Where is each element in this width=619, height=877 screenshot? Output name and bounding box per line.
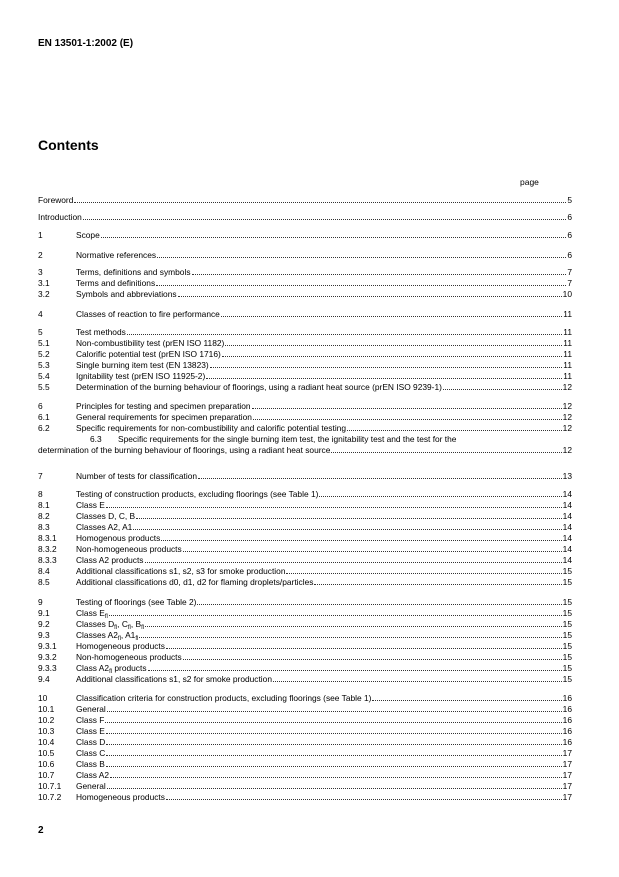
toc-entry-title: Introduction xyxy=(38,212,82,222)
leader-dots xyxy=(252,401,562,409)
leader-dots xyxy=(106,726,562,734)
toc-entry[interactable] xyxy=(38,770,572,781)
toc-entry[interactable] xyxy=(38,278,572,289)
toc-entry-page: 17 xyxy=(562,759,572,769)
toc-entry-number: 5.1 xyxy=(38,338,50,348)
toc-entry[interactable] xyxy=(38,630,572,641)
toc-entry-number: 10.2 xyxy=(38,715,55,725)
toc-entry-line1 xyxy=(90,434,456,445)
toc-entry-page: 15 xyxy=(562,577,572,587)
toc-entry-page: 15 xyxy=(562,652,572,662)
toc-entry[interactable] xyxy=(38,544,572,555)
leader-dots xyxy=(145,619,562,627)
toc-entry-line2 xyxy=(38,445,572,456)
leader-dots xyxy=(183,544,562,552)
toc-entry-title: Determination of the burning behaviour of floorings, using a radiant heat source (prEN ISO 9239-1) xyxy=(76,382,442,392)
toc-entry-title: Foreword xyxy=(38,195,74,205)
toc-entry-number: 5.5 xyxy=(38,382,50,392)
toc-entry-page: 10 xyxy=(562,289,572,299)
leader-dots xyxy=(83,212,567,220)
leader-dots xyxy=(253,412,562,420)
toc-entry-number: 9.3.2 xyxy=(38,652,57,662)
toc-entry-number: 9.3.3 xyxy=(38,663,57,673)
toc-entry[interactable] xyxy=(38,577,572,588)
toc-entry-title: Scope xyxy=(76,230,100,240)
toc-entry-page: 12 xyxy=(562,423,572,433)
subscript: fl xyxy=(117,636,121,642)
subscript: fl xyxy=(127,625,131,631)
toc-entry-title: Class D xyxy=(76,737,106,747)
toc-entry-number: 9.3 xyxy=(38,630,50,640)
toc-entry[interactable] xyxy=(38,608,572,619)
toc-entry-page: 17 xyxy=(562,748,572,758)
toc-entry-title: General xyxy=(76,704,106,714)
toc-entry-number: 8.3.1 xyxy=(38,533,57,543)
toc-entry[interactable] xyxy=(38,704,572,715)
toc-entry-page: 17 xyxy=(562,792,572,802)
toc-entry-title: Number of tests for classification xyxy=(76,471,198,481)
leader-dots xyxy=(166,641,562,649)
toc-entry-number: 10.7 xyxy=(38,770,55,780)
subscript: fl xyxy=(104,614,108,620)
toc-entry-page: 6 xyxy=(567,230,572,240)
leader-dots xyxy=(314,577,561,585)
leader-dots xyxy=(106,759,562,767)
toc-entry-page: 16 xyxy=(562,726,572,736)
toc-entry-page: 6 xyxy=(567,250,572,260)
toc-entry[interactable] xyxy=(38,471,572,482)
toc-entry[interactable] xyxy=(38,674,572,685)
toc-entry-number: 6.2 xyxy=(38,423,50,433)
toc-entry-title: Classes $A2_{fl}$, $A1_{fl}$ xyxy=(76,630,139,642)
leader-dots xyxy=(139,630,561,638)
toc-entry[interactable] xyxy=(38,693,572,704)
toc-entry-number: 6.3 xyxy=(90,434,102,444)
leader-dots xyxy=(192,267,567,275)
toc-entry-number: 8.3.2 xyxy=(38,544,57,554)
toc-entry[interactable] xyxy=(38,289,572,300)
toc-entry-page: 14 xyxy=(562,555,572,565)
toc-entry-page: 11 xyxy=(563,309,572,319)
leader-dots xyxy=(161,533,561,541)
toc-entry-title: Non-homogeneous products xyxy=(76,652,182,662)
leader-dots xyxy=(198,471,562,479)
toc-entry-title: Classes A2, A1 xyxy=(76,522,133,532)
toc-entry[interactable] xyxy=(38,327,572,338)
toc-entry[interactable] xyxy=(38,489,572,500)
toc-entry-title: General requirements for specimen preparation xyxy=(76,412,252,422)
toc-entry-title: Class E xyxy=(76,726,105,736)
subscript: fl xyxy=(135,636,139,642)
leader-dots xyxy=(106,500,562,508)
subscript: fl xyxy=(114,625,118,631)
toc-entry-number: 9.2 xyxy=(38,619,50,629)
toc-entry[interactable] xyxy=(38,371,572,382)
toc-entry-title: Single burning item test (EN 13823) xyxy=(76,360,209,370)
toc-entry-title: Normative references xyxy=(76,250,157,260)
toc-entry-number: 9 xyxy=(38,597,43,607)
toc-entry[interactable] xyxy=(38,792,572,803)
leader-dots xyxy=(107,704,562,712)
toc-entry-title: Testing of floorings (see Table 2) xyxy=(76,597,197,607)
leader-dots xyxy=(178,289,562,297)
toc-entry-title: Classes of reaction to fire performance xyxy=(76,309,220,319)
toc-entry-title: Classification criteria for construction products, excluding floorings (see Table 1) xyxy=(76,693,372,703)
toc-entry-number: 10.3 xyxy=(38,726,55,736)
leader-dots xyxy=(225,338,562,346)
toc-entry-title: Homogenous products xyxy=(76,533,161,543)
toc-entry-title: Additional classifications s1, s2 for smoke production xyxy=(76,674,272,684)
leader-dots xyxy=(443,382,562,390)
toc-entry-page: 13 xyxy=(562,471,572,481)
leader-dots xyxy=(183,652,562,660)
toc-entry-number: 10.7.1 xyxy=(38,781,62,791)
toc-entry-page: 16 xyxy=(562,704,572,714)
toc-entry-title: Symbols and abbreviations xyxy=(76,289,177,299)
leader-dots xyxy=(319,489,561,497)
toc-entry-page: 17 xyxy=(562,781,572,791)
toc-entry-page: 15 xyxy=(562,597,572,607)
toc-entry[interactable] xyxy=(38,401,572,412)
toc-entry-title: Specific requirements for the single burning item test, the ignitability test and the test for the xyxy=(118,434,457,444)
toc-entry-page: 17 xyxy=(562,770,572,780)
toc-entry[interactable] xyxy=(38,230,572,241)
leader-dots xyxy=(105,715,561,723)
toc-entry-page: 12 xyxy=(562,401,572,411)
toc-entry-number: 10.1 xyxy=(38,704,55,714)
toc-entry-number: 5 xyxy=(38,327,43,337)
toc-entry[interactable] xyxy=(38,737,572,748)
toc-entry-title: Class $E_{fl}$ xyxy=(76,608,108,620)
toc-entry-page: 12 xyxy=(562,382,572,392)
toc-entry-number: 6.1 xyxy=(38,412,50,422)
toc-entry-page: 15 xyxy=(562,630,572,640)
page-title: Contents xyxy=(38,137,99,153)
toc-entry-number: 3.2 xyxy=(38,289,50,299)
toc-entry[interactable] xyxy=(38,267,572,278)
toc-entry-number: 10 xyxy=(38,693,48,703)
toc-entry-page: 7 xyxy=(567,278,572,288)
toc-entry-page: 15 xyxy=(562,674,572,684)
toc-entry[interactable] xyxy=(38,423,572,434)
leader-dots xyxy=(74,195,566,203)
toc-entry-title: Ignitability test (prEN ISO 11925-2) xyxy=(76,371,206,381)
leader-dots xyxy=(133,522,561,530)
toc-entry-page: 14 xyxy=(562,500,572,510)
toc-entry-title: Class F xyxy=(76,715,105,725)
toc-entry-page: 14 xyxy=(562,533,572,543)
toc-entry-number: 7 xyxy=(38,471,43,481)
toc-entry-page: 6 xyxy=(567,212,572,222)
toc-entry[interactable] xyxy=(38,250,572,261)
toc-entry[interactable] xyxy=(38,759,572,770)
toc-entry[interactable] xyxy=(38,533,572,544)
toc-entry-title-continued: determination of the burning behaviour of floorings, using a radiant heat source xyxy=(38,445,331,455)
toc-entry-title: Additional classifications d0, d1, d2 for flaming droplets/particles xyxy=(76,577,314,587)
toc-entry-number: 8.5 xyxy=(38,577,50,587)
leader-dots xyxy=(210,360,563,368)
toc-entry-number: 10.7.2 xyxy=(38,792,62,802)
toc-entry-page: 14 xyxy=(562,522,572,532)
toc-entry-title: General xyxy=(76,781,106,791)
leader-dots xyxy=(206,371,562,379)
toc-entry-number: 9.1 xyxy=(38,608,50,618)
toc-entry-title: Principles for testing and specimen preparation xyxy=(76,401,251,411)
leader-dots xyxy=(145,555,562,563)
leader-dots xyxy=(347,423,562,431)
toc-entry[interactable] xyxy=(38,641,572,652)
toc-entry-number: 8.3.3 xyxy=(38,555,57,565)
toc-entry[interactable] xyxy=(38,412,572,423)
page-number: 2 xyxy=(38,825,44,836)
toc-entry[interactable] xyxy=(38,360,572,371)
toc-entry-number: 9.4 xyxy=(38,674,50,684)
toc-entry-page: 11 xyxy=(563,360,572,370)
toc-entry-number: 8.1 xyxy=(38,500,50,510)
toc-entry-number: 1 xyxy=(38,230,43,240)
leader-dots xyxy=(101,230,567,238)
toc-entry-page: 16 xyxy=(562,693,572,703)
toc-entry-page: 11 xyxy=(563,327,572,337)
subscript: fl xyxy=(141,625,145,631)
page-column-label: page xyxy=(520,177,539,187)
toc-entry-title: Class A2 xyxy=(76,770,110,780)
toc-entry[interactable] xyxy=(38,663,572,674)
toc-entry-page: 15 xyxy=(562,663,572,673)
toc-entry-title: Class B xyxy=(76,759,105,769)
toc-entry-page: 15 xyxy=(562,566,572,576)
toc-entry[interactable] xyxy=(38,715,572,726)
toc-entry-page: 16 xyxy=(562,737,572,747)
toc-entry-page: 12 xyxy=(562,412,572,422)
toc-entry-title: Classes $D_{fl}$, $C_{fl}$, $B_{fl}$ xyxy=(76,619,145,631)
toc-entry[interactable] xyxy=(38,511,572,522)
leader-dots xyxy=(197,597,561,605)
toc-entry-page: 14 xyxy=(562,544,572,554)
toc-entry-title: Class $A2_{fl}$ products xyxy=(76,663,147,675)
toc-entry[interactable] xyxy=(38,500,572,511)
toc-entry-title: Non-homogeneous products xyxy=(76,544,182,554)
toc-entry[interactable] xyxy=(38,555,572,566)
toc-entry[interactable] xyxy=(38,382,572,393)
toc-entry-page: 14 xyxy=(562,489,572,499)
toc-entry-number: 3 xyxy=(38,267,43,277)
toc-entry[interactable] xyxy=(38,748,572,759)
leader-dots xyxy=(107,781,562,789)
toc-entry-page: 15 xyxy=(562,641,572,651)
toc-entry[interactable] xyxy=(38,349,572,360)
leader-dots xyxy=(157,250,566,258)
toc-entry-page: 11 xyxy=(563,371,572,381)
leader-dots xyxy=(286,566,561,574)
toc-entry[interactable] xyxy=(38,309,572,320)
toc-entry[interactable] xyxy=(38,212,572,223)
leader-dots xyxy=(166,792,562,800)
leader-dots xyxy=(136,511,562,519)
leader-dots xyxy=(273,674,562,682)
toc-entry-number: 8 xyxy=(38,489,43,499)
leader-dots xyxy=(221,309,562,317)
toc-entry-number: 2 xyxy=(38,250,43,260)
toc-entry[interactable] xyxy=(38,522,572,533)
toc-entry-number: 5.4 xyxy=(38,371,50,381)
toc-entry-number: 10.5 xyxy=(38,748,55,758)
toc-entry-page: 5 xyxy=(567,195,572,205)
leader-dots xyxy=(148,663,562,671)
toc-entry-title: Testing of construction products, excluding floorings (see Table 1) xyxy=(76,489,319,499)
toc-entry-number: 6 xyxy=(38,401,43,411)
toc-entry-title: Class C xyxy=(76,748,106,758)
toc-entry-title: Calorific potential test (prEN ISO 1716) xyxy=(76,349,221,359)
toc-entry-title: Specific requirements for non-combustibility and calorific potential testing xyxy=(76,423,346,433)
toc-entry-title: Classes D, C, B xyxy=(76,511,136,521)
toc-entry-page: 15 xyxy=(562,608,572,618)
toc-entry-number: 8.2 xyxy=(38,511,50,521)
toc-entry-page: 16 xyxy=(562,715,572,725)
subscript: fl xyxy=(109,669,113,675)
toc-entry-number: 10.6 xyxy=(38,759,55,769)
leader-dots xyxy=(222,349,563,357)
toc-entry[interactable] xyxy=(38,434,572,456)
toc-entry[interactable] xyxy=(38,619,572,630)
leader-dots xyxy=(106,748,561,756)
toc-entry[interactable] xyxy=(38,338,572,349)
toc-entry[interactable] xyxy=(38,597,572,608)
toc-entry[interactable] xyxy=(38,566,572,577)
toc-entry-number: 4 xyxy=(38,309,43,319)
leader-dots xyxy=(156,278,566,286)
toc-entry-title: Class A2 products xyxy=(76,555,144,565)
toc-entry-title: Class E xyxy=(76,500,105,510)
toc-entry-page: 12 xyxy=(562,445,572,455)
toc-entry-page: 14 xyxy=(562,511,572,521)
leader-dots xyxy=(372,693,561,701)
toc-entry-page: 11 xyxy=(563,338,572,348)
toc-entry-number: 5.2 xyxy=(38,349,50,359)
toc-entry-title: Test methods xyxy=(76,327,126,337)
leader-dots xyxy=(127,327,562,335)
toc-entry[interactable] xyxy=(38,195,572,206)
toc-entry-number: 3.1 xyxy=(38,278,50,288)
toc-entry[interactable] xyxy=(38,726,572,737)
toc-entry-number: 8.4 xyxy=(38,566,50,576)
toc-entry-number: 8.3 xyxy=(38,522,50,532)
toc-entry[interactable] xyxy=(38,781,572,792)
toc-entry-number: 10.4 xyxy=(38,737,55,747)
toc-entry-title: Terms, definitions and symbols xyxy=(76,267,191,277)
toc-entry[interactable] xyxy=(38,652,572,663)
toc-entry-title: Non-combustibility test (prEN ISO 1182) xyxy=(76,338,225,348)
toc-entry-page: 15 xyxy=(562,619,572,629)
document-id-header: EN 13501-1:2002 (E) xyxy=(38,38,134,49)
leader-dots xyxy=(331,445,561,453)
toc-entry-title: Homogeneous products xyxy=(76,792,165,802)
leader-dots xyxy=(109,608,562,616)
toc-entry-number: 5.3 xyxy=(38,360,50,370)
toc-entry-title: Homogeneous products xyxy=(76,641,165,651)
toc-entry-number: 9.3.1 xyxy=(38,641,57,651)
toc-entry-title: Terms and definitions xyxy=(76,278,156,288)
toc-entry-page: 7 xyxy=(567,267,572,277)
leader-dots xyxy=(106,737,561,745)
toc-entry-title: Additional classifications s1, s2, s3 for smoke production xyxy=(76,566,286,576)
toc-entry-page: 11 xyxy=(563,349,572,359)
leader-dots xyxy=(110,770,562,778)
